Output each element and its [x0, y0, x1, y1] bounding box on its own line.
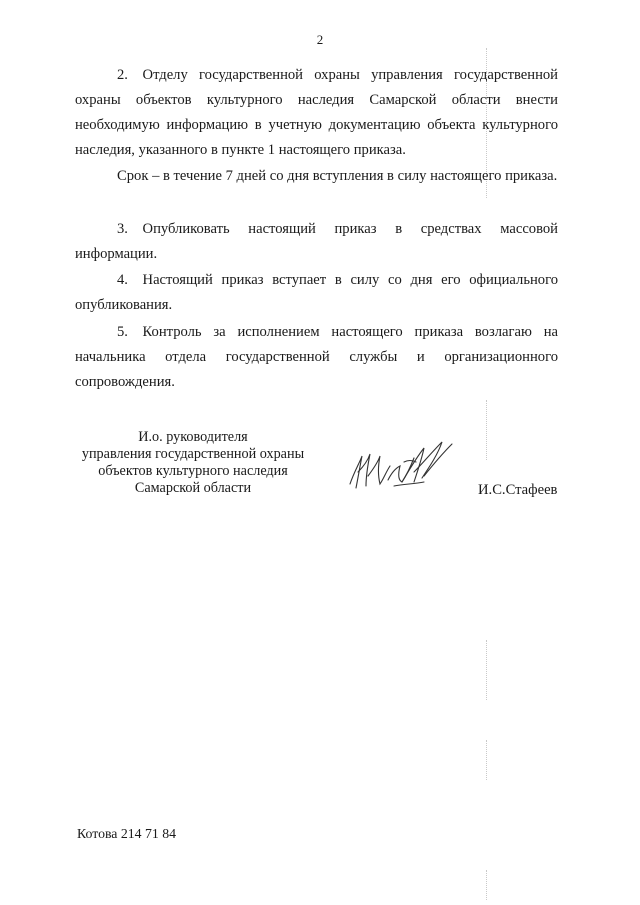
scan-artifact-line	[486, 400, 487, 460]
scan-artifact-line	[486, 870, 487, 900]
signatory-line: объектов культурного наследия	[98, 463, 288, 479]
signatory-title	[68, 429, 318, 497]
paragraph-5: 5. Контроль за исполнением настоящего приказа возлагаю на начальника отдела государственной службы и организационного сопровождения.	[75, 324, 558, 390]
handwritten-signature	[344, 432, 464, 502]
footer-contact: Котова 214 71 84	[77, 826, 177, 841]
paragraph-3: 3. Опубликовать настоящий приказ в средствах массовой информации.	[75, 221, 558, 262]
signatory-name: И.С.Стафеев	[478, 482, 558, 498]
paragraph-2: 2. Отделу государственной охраны управления государственной охраны объектов культурного наследия Самарской области внести необходимую информацию в учетную документацию объекта культурного наследия, указанного в пункте 1 настоящего приказа.	[75, 67, 558, 158]
scan-artifact-line	[486, 740, 487, 780]
signatory-line: управления государственной охраны	[81, 446, 305, 462]
scan-artifact-line	[486, 640, 487, 700]
page-number: 2	[316, 32, 324, 47]
paragraph-deadline: Срок – в течение 7 дней со дня вступления в силу настоящего приказа.	[117, 168, 558, 184]
paragraph-4: 4. Настоящий приказ вступает в силу со дня его официального опубликования.	[75, 272, 558, 313]
signatory-line: Самарской области	[134, 480, 252, 496]
signatory-line: И.о. руководителя	[138, 429, 248, 445]
